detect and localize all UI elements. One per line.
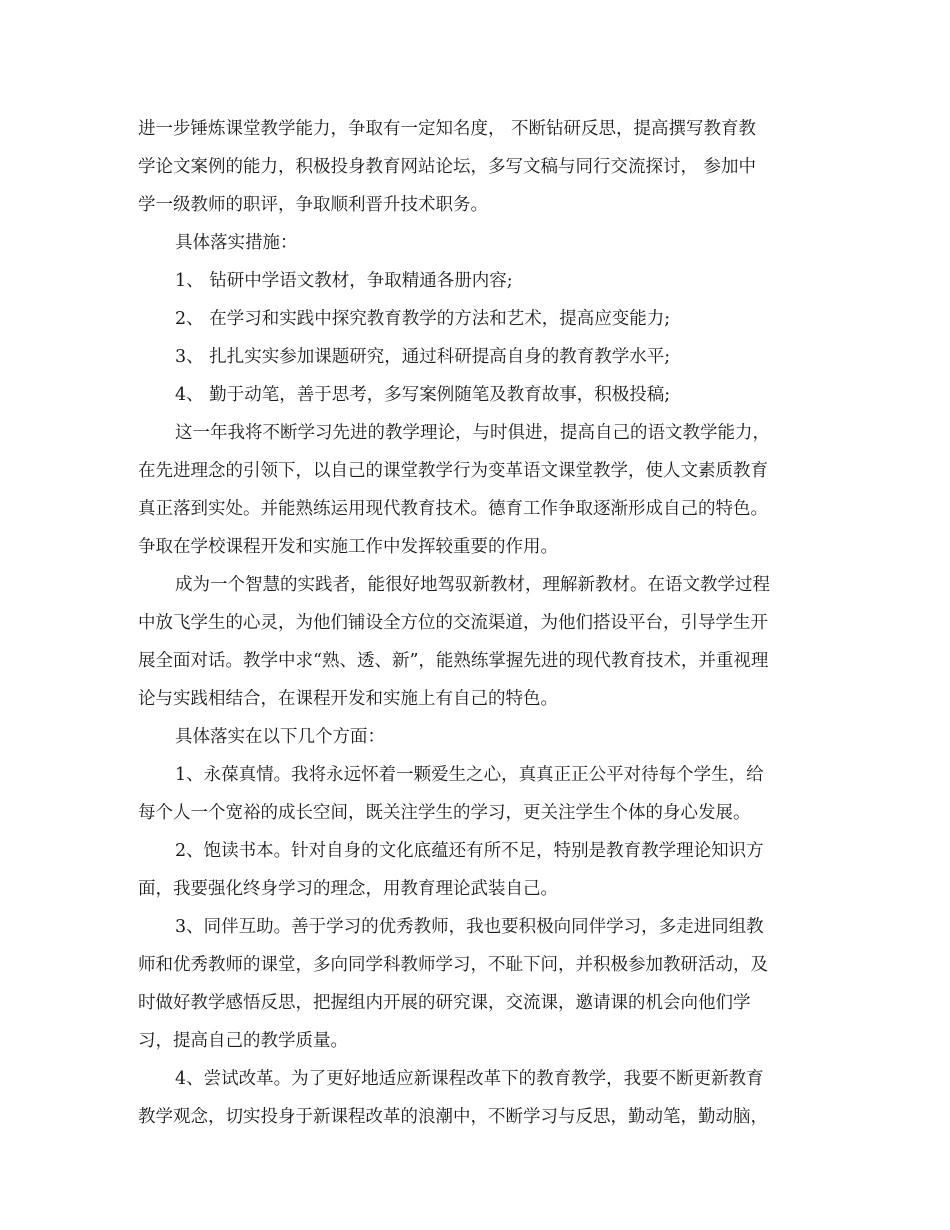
text-line: 面，我要强化终身学习的理念，用教育理论武装自己。	[138, 879, 558, 899]
text-line: 学论文案例的能力，积极投身教育网站论坛，多写文稿与同行交流探讨， 参加中	[138, 157, 757, 177]
list-item: 1、 钻研中学语文教材，争取精通各册内容;	[175, 271, 513, 291]
text-line: 教学观念，切实投身于新课程改革的浪潮中，不断学习与反思，勤动笔，勤动脑，	[138, 1107, 768, 1127]
list-item: 2、 在学习和实践中探究教育教学的方法和艺术，提高应变能力;	[175, 309, 671, 329]
text-line: 成为一个智慧的实践者，能很好地驾驭新教材，理解新教材。在语文教学过程	[175, 575, 770, 595]
text-line: 争取在学校课程开发和实施工作中发挥较重要的作用。	[138, 537, 558, 557]
text-line: 习，提高自己的教学质量。	[138, 1031, 348, 1051]
text-line: 展全面对话。教学中求“熟、透、新”，能熟练掌握先进的现代教育技术，并重视理	[138, 651, 769, 671]
text-line: 每个人一个宽裕的成长空间，既关注学生的学习，更关注学生个体的身心发展。	[138, 803, 751, 823]
text-line: 时做好教学感悟反思，把握组内开展的研究课，交流课，邀请课的机会向他们学	[138, 993, 751, 1013]
text-line: 中放飞学生的心灵，为他们铺设全方位的交流渠道，为他们搭设平台，引导学生开	[138, 613, 768, 633]
text-line: 进一步锤炼课堂教学能力，争取有一定知名度， 不断钻研反思，提高撰写教育教	[138, 119, 757, 139]
text-line: 在先进理念的引领下，以自己的课堂教学行为变革语文课堂教学，使人文素质教育	[138, 461, 768, 481]
text-line: 2、饱读书本。针对自身的文化底蕴还有所不足，特别是教育教学理论知识方	[175, 841, 764, 861]
list-item: 4、 勤于动笔，善于思考，多写案例随笔及教育故事，积极投稿;	[175, 385, 671, 405]
text-line: 1、永葆真情。我将永远怀着一颗爱生之心，真真正正公平对待每个学生，给	[175, 765, 764, 785]
text-line: 学一级教师的职评，争取顺利晋升技术职务。	[138, 195, 488, 215]
text-line: 3、同伴互助。善于学习的优秀教师，我也要积极向同伴学习，多走进同组教	[175, 917, 764, 937]
text-line: 这一年我将不断学习先进的教学理论，与时俱进，提高自己的语文教学能力，	[175, 423, 770, 443]
list-item: 3、 扎扎实实参加课题研究，通过科研提高自身的教育教学水平;	[175, 347, 671, 367]
text-line: 4、尝试改革。为了更好地适应新课程改革下的教育教学，我要不断更新教育	[175, 1069, 764, 1089]
text-line: 师和优秀教师的课堂，多向同学科教师学习，不耻下问，并积极参加教研活动，及	[138, 955, 768, 975]
section-heading: 具体落实在以下几个方面：	[175, 727, 385, 747]
text-line: 论与实践相结合，在课程开发和实施上有自己的特色。	[138, 689, 558, 709]
section-heading: 具体落实措施：	[175, 233, 298, 253]
text-line: 真正落到实处。并能熟练运用现代教育技术。德育工作争取逐渐形成自己的特色。	[138, 499, 768, 519]
